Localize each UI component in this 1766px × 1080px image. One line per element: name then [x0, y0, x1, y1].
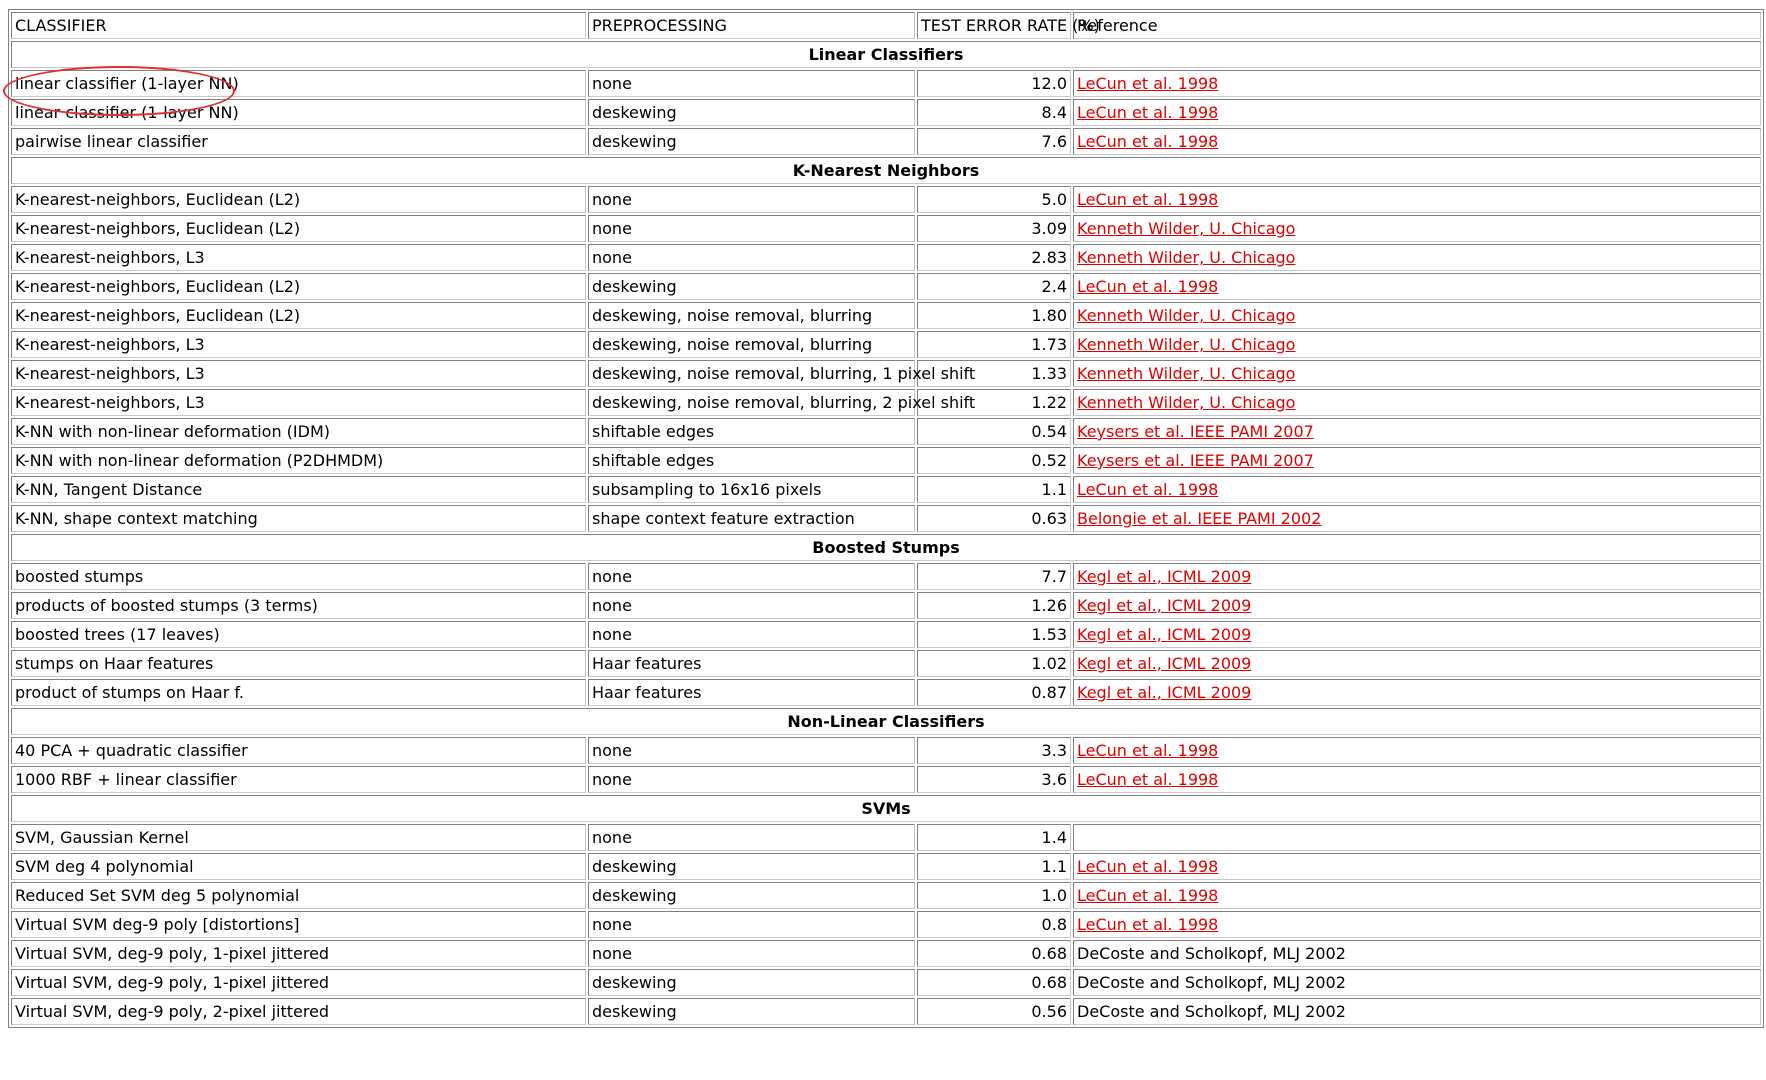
table-row [11, 679, 1761, 706]
reference-link[interactable]: Kenneth Wilder, U. Chicago [1077, 248, 1296, 267]
table-row [11, 853, 1761, 880]
classifier-cell: boosted stumps [11, 563, 586, 590]
table-header-row [11, 12, 1761, 39]
reference-link[interactable]: LeCun et al. 1998 [1077, 886, 1219, 905]
classifier-cell: K-nearest-neighbors, L3 [11, 360, 586, 387]
preprocessing-cell: deskewing, noise removal, blurring [588, 331, 915, 358]
reference-link[interactable]: LeCun et al. 1998 [1077, 915, 1219, 934]
reference-link[interactable]: LeCun et al. 1998 [1077, 277, 1219, 296]
error-rate-cell: 1.1 [917, 853, 1071, 880]
preprocessing-cell: deskewing [588, 273, 915, 300]
error-rate-cell: 3.09 [917, 215, 1071, 242]
classifier-cell: linear classifier (1-layer NN) [11, 99, 586, 126]
classifier-cell: K-nearest-neighbors, Euclidean (L2) [11, 186, 586, 213]
table-row [11, 331, 1761, 358]
classifier-cell: product of stumps on Haar f. [11, 679, 586, 706]
preprocessing-cell: Haar features [588, 679, 915, 706]
error-rate-cell: 0.68 [917, 940, 1071, 967]
table-row [11, 766, 1761, 793]
reference-link[interactable]: Kenneth Wilder, U. Chicago [1077, 306, 1296, 325]
table-row [11, 418, 1761, 445]
classifier-cell: SVM deg 4 polynomial [11, 853, 586, 880]
error-rate-cell: 1.33 [917, 360, 1071, 387]
classifier-cell: K-nearest-neighbors, Euclidean (L2) [11, 302, 586, 329]
header-reference: Reference [1073, 12, 1761, 39]
reference-link[interactable]: Kenneth Wilder, U. Chicago [1077, 364, 1296, 383]
classifier-cell: 1000 RBF + linear classifier [11, 766, 586, 793]
classifier-cell: K-nearest-neighbors, Euclidean (L2) [11, 273, 586, 300]
table-row [11, 998, 1761, 1025]
reference-link[interactable]: LeCun et al. 1998 [1077, 770, 1219, 789]
preprocessing-cell: none [588, 737, 915, 764]
header-preprocessing: PREPROCESSING [588, 12, 915, 39]
reference-link[interactable]: Kegl et al., ICML 2009 [1077, 625, 1252, 644]
section-header-row [11, 795, 1761, 822]
section-title: SVMs [11, 795, 1761, 822]
reference-link[interactable]: LeCun et al. 1998 [1077, 857, 1219, 876]
reference-link[interactable]: LeCun et al. 1998 [1077, 480, 1219, 499]
reference-link[interactable]: Kegl et al., ICML 2009 [1077, 683, 1252, 702]
preprocessing-cell: shape context feature extraction [588, 505, 915, 532]
table-row [11, 911, 1761, 938]
error-rate-cell: 1.80 [917, 302, 1071, 329]
reference-cell [1073, 853, 1761, 880]
reference-cell [1073, 476, 1761, 503]
reference-cell: DeCoste and Scholkopf, MLJ 2002 [1073, 940, 1761, 967]
section-header-row [11, 157, 1761, 184]
reference-cell [1073, 215, 1761, 242]
table-row [11, 563, 1761, 590]
reference-cell: DeCoste and Scholkopf, MLJ 2002 [1073, 998, 1761, 1025]
section-header-row [11, 534, 1761, 561]
error-rate-cell: 3.3 [917, 737, 1071, 764]
preprocessing-cell: none [588, 186, 915, 213]
classifier-cell: K-NN with non-linear deformation (IDM) [11, 418, 586, 445]
error-rate-cell: 0.63 [917, 505, 1071, 532]
classifier-cell: K-nearest-neighbors, L3 [11, 244, 586, 271]
error-rate-cell: 2.83 [917, 244, 1071, 271]
table-row [11, 882, 1761, 909]
table-row [11, 592, 1761, 619]
reference-link[interactable]: LeCun et al. 1998 [1077, 103, 1219, 122]
classifier-cell: 40 PCA + quadratic classifier [11, 737, 586, 764]
reference-cell [1073, 824, 1761, 851]
reference-cell [1073, 418, 1761, 445]
table-row [11, 302, 1761, 329]
reference-cell [1073, 563, 1761, 590]
reference-cell [1073, 505, 1761, 532]
error-rate-cell: 2.4 [917, 273, 1071, 300]
reference-link[interactable]: LeCun et al. 1998 [1077, 190, 1219, 209]
reference-cell [1073, 911, 1761, 938]
preprocessing-cell: none [588, 911, 915, 938]
preprocessing-cell: shiftable edges [588, 418, 915, 445]
error-rate-cell: 1.4 [917, 824, 1071, 851]
reference-cell [1073, 244, 1761, 271]
reference-cell [1073, 621, 1761, 648]
table-row [11, 737, 1761, 764]
table-row [11, 186, 1761, 213]
error-rate-cell: 7.7 [917, 563, 1071, 590]
reference-cell [1073, 592, 1761, 619]
preprocessing-cell: deskewing [588, 99, 915, 126]
error-rate-cell: 0.54 [917, 418, 1071, 445]
reference-link[interactable]: Keysers et al. IEEE PAMI 2007 [1077, 422, 1314, 441]
reference-cell [1073, 70, 1761, 97]
classifier-cell: Reduced Set SVM deg 5 polynomial [11, 882, 586, 909]
classifier-cell: Virtual SVM, deg-9 poly, 1-pixel jittered [11, 940, 586, 967]
preprocessing-cell: subsampling to 16x16 pixels [588, 476, 915, 503]
preprocessing-cell: none [588, 940, 915, 967]
classifier-cell: K-nearest-neighbors, L3 [11, 331, 586, 358]
preprocessing-cell: none [588, 215, 915, 242]
reference-link[interactable]: Kenneth Wilder, U. Chicago [1077, 393, 1296, 412]
header-error-rate: TEST ERROR RATE (%) [917, 12, 1071, 39]
error-rate-cell: 12.0 [917, 70, 1071, 97]
error-rate-cell: 1.26 [917, 592, 1071, 619]
reference-cell [1073, 679, 1761, 706]
reference-link[interactable]: Kegl et al., ICML 2009 [1077, 654, 1252, 673]
error-rate-cell: 5.0 [917, 186, 1071, 213]
table-row [11, 447, 1761, 474]
section-header-row [11, 41, 1761, 68]
error-rate-cell: 0.8 [917, 911, 1071, 938]
reference-link[interactable]: Keysers et al. IEEE PAMI 2007 [1077, 451, 1314, 470]
error-rate-cell: 1.02 [917, 650, 1071, 677]
classifier-cell: products of boosted stumps (3 terms) [11, 592, 586, 619]
reference-link[interactable]: Kenneth Wilder, U. Chicago [1077, 219, 1296, 238]
preprocessing-cell: deskewing, noise removal, blurring, 1 pixel shift [588, 360, 915, 387]
preprocessing-cell: deskewing, noise removal, blurring, 2 pixel shift [588, 389, 915, 416]
preprocessing-cell: deskewing [588, 882, 915, 909]
section-header-row [11, 708, 1761, 735]
error-rate-cell: 8.4 [917, 99, 1071, 126]
reference-cell [1073, 882, 1761, 909]
classifier-cell: K-NN, shape context matching [11, 505, 586, 532]
reference-cell [1073, 650, 1761, 677]
section-title: Linear Classifiers [11, 41, 1761, 68]
reference-cell [1073, 273, 1761, 300]
reference-cell [1073, 389, 1761, 416]
classifier-cell: K-nearest-neighbors, L3 [11, 389, 586, 416]
preprocessing-cell: deskewing [588, 853, 915, 880]
error-rate-cell: 0.87 [917, 679, 1071, 706]
table-row [11, 650, 1761, 677]
classifier-cell: K-NN with non-linear deformation (P2DHMDM) [11, 447, 586, 474]
preprocessing-cell: Haar features [588, 650, 915, 677]
classifier-cell: K-nearest-neighbors, Euclidean (L2) [11, 215, 586, 242]
reference-cell: DeCoste and Scholkopf, MLJ 2002 [1073, 969, 1761, 996]
header-classifier: CLASSIFIER [11, 12, 586, 39]
table-row [11, 824, 1761, 851]
table-row [11, 99, 1761, 126]
error-rate-cell: 1.53 [917, 621, 1071, 648]
table-row [11, 476, 1761, 503]
reference-cell [1073, 302, 1761, 329]
reference-link[interactable]: LeCun et al. 1998 [1077, 741, 1219, 760]
reference-link[interactable]: LeCun et al. 1998 [1077, 74, 1219, 93]
preprocessing-cell: none [588, 766, 915, 793]
reference-link[interactable]: Kenneth Wilder, U. Chicago [1077, 335, 1296, 354]
classifier-cell: SVM, Gaussian Kernel [11, 824, 586, 851]
error-rate-cell: 3.6 [917, 766, 1071, 793]
preprocessing-cell: none [588, 563, 915, 590]
error-rate-cell: 1.0 [917, 882, 1071, 909]
classifier-cell: K-NN, Tangent Distance [11, 476, 586, 503]
table-row [11, 128, 1761, 155]
results-table-body [11, 12, 1761, 1025]
section-title: Non-Linear Classifiers [11, 708, 1761, 735]
table-row [11, 940, 1761, 967]
reference-link[interactable]: LeCun et al. 1998 [1077, 132, 1219, 151]
classifier-cell: Virtual SVM, deg-9 poly, 1-pixel jittered [11, 969, 586, 996]
table-row [11, 621, 1761, 648]
classifier-cell: Virtual SVM deg-9 poly [distortions] [11, 911, 586, 938]
error-rate-cell: 1.73 [917, 331, 1071, 358]
table-row [11, 389, 1761, 416]
reference-cell [1073, 447, 1761, 474]
preprocessing-cell: none [588, 592, 915, 619]
reference-cell [1073, 128, 1761, 155]
reference-cell [1073, 737, 1761, 764]
error-rate-cell: 1.1 [917, 476, 1071, 503]
preprocessing-cell: none [588, 244, 915, 271]
error-rate-cell: 0.52 [917, 447, 1071, 474]
table-row [11, 360, 1761, 387]
preprocessing-cell: deskewing, noise removal, blurring [588, 302, 915, 329]
section-title: K-Nearest Neighbors [11, 157, 1761, 184]
preprocessing-cell: none [588, 70, 915, 97]
error-rate-cell: 7.6 [917, 128, 1071, 155]
classifier-cell: Virtual SVM, deg-9 poly, 2-pixel jittered [11, 998, 586, 1025]
preprocessing-cell: shiftable edges [588, 447, 915, 474]
results-table [8, 9, 1764, 1028]
section-title: Boosted Stumps [11, 534, 1761, 561]
table-row [11, 244, 1761, 271]
error-rate-cell: 1.22 [917, 389, 1071, 416]
table-row [11, 70, 1761, 97]
preprocessing-cell: none [588, 621, 915, 648]
table-row [11, 505, 1761, 532]
classifier-cell: boosted trees (17 leaves) [11, 621, 586, 648]
error-rate-cell: 0.56 [917, 998, 1071, 1025]
preprocessing-cell: deskewing [588, 969, 915, 996]
table-row [11, 215, 1761, 242]
reference-cell [1073, 99, 1761, 126]
error-rate-cell: 0.68 [917, 969, 1071, 996]
reference-cell [1073, 331, 1761, 358]
table-row [11, 273, 1761, 300]
reference-cell [1073, 360, 1761, 387]
classifier-cell: pairwise linear classifier [11, 128, 586, 155]
reference-cell [1073, 766, 1761, 793]
reference-link[interactable]: Belongie et al. IEEE PAMI 2002 [1077, 509, 1322, 528]
preprocessing-cell: deskewing [588, 128, 915, 155]
table-row [11, 969, 1761, 996]
reference-cell [1073, 186, 1761, 213]
preprocessing-cell: none [588, 824, 915, 851]
reference-link[interactable]: Kegl et al., ICML 2009 [1077, 596, 1252, 615]
preprocessing-cell: deskewing [588, 998, 915, 1025]
classifier-cell: linear classifier (1-layer NN) [11, 70, 586, 97]
reference-link[interactable]: Kegl et al., ICML 2009 [1077, 567, 1252, 586]
classifier-cell: stumps on Haar features [11, 650, 586, 677]
